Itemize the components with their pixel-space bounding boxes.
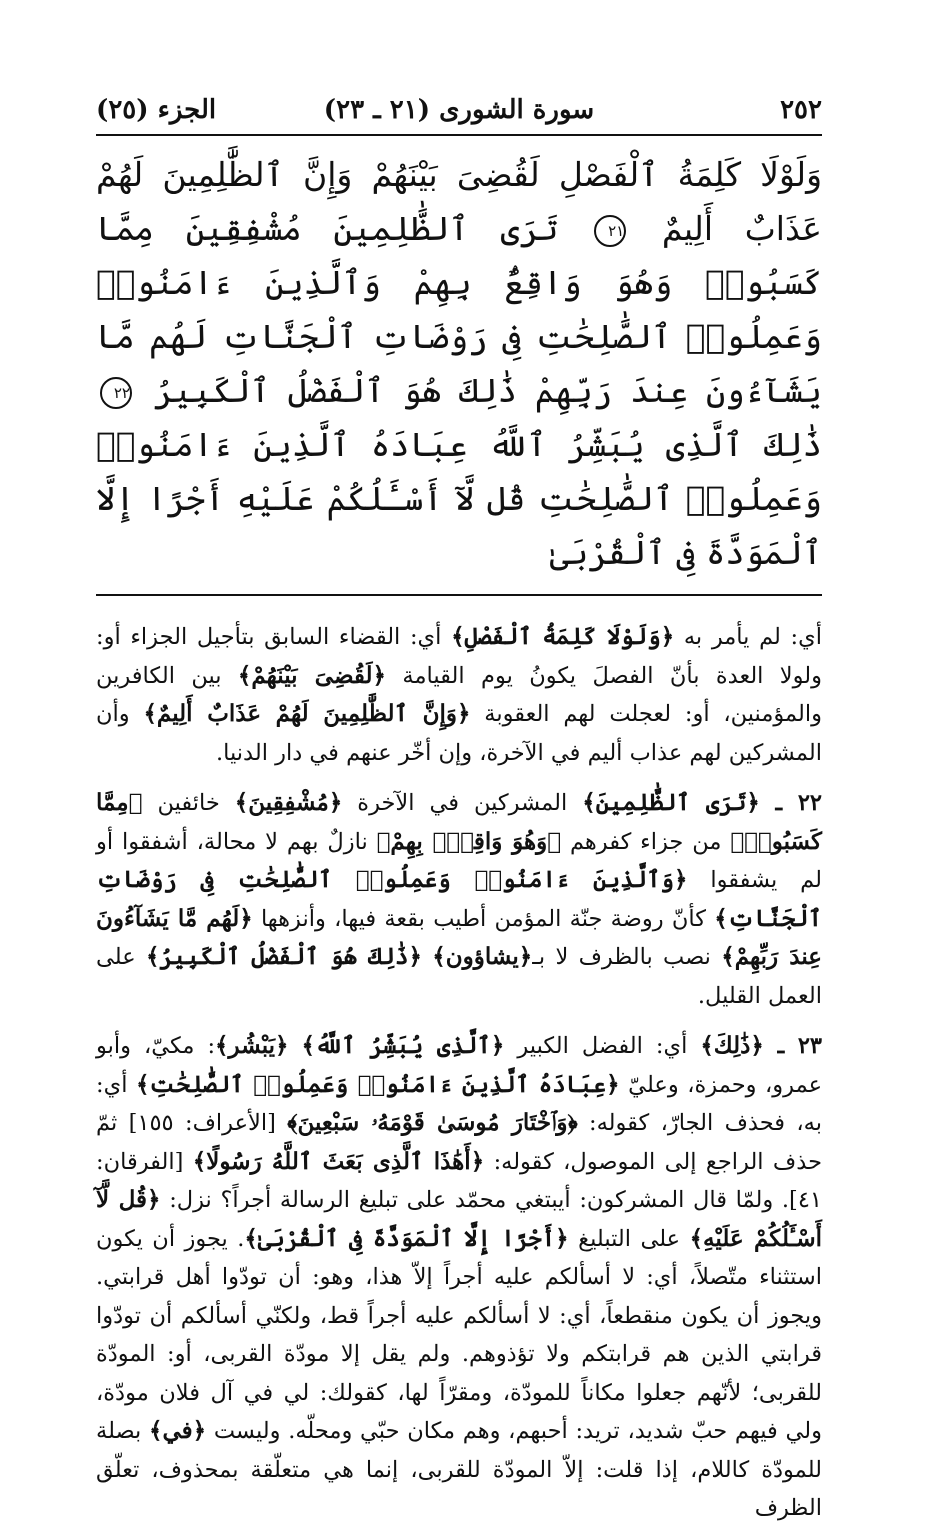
commentary-text: [289, 1033, 302, 1059]
commentary-text: على العمل القليل.: [96, 944, 822, 1009]
verse-number-marker: ٢١: [594, 215, 626, 247]
surah-title: سورة الشورى (٢١ ـ ٢٣): [323, 95, 595, 125]
tafsir-paragraph: [96, 618, 822, 772]
tafsir-commentary: [96, 618, 822, 1528]
quran-quote: ﴿عِبَادَهُ ٱلَّذِينَ ءَامَنُوا۟ وَعَمِلُوا۟ ٱلصَّٰلِحَٰتِ﴾: [136, 1070, 620, 1098]
quran-quote: ﴿أَجْرًا إِلَّا ٱلْمَوَدَّةَ فِى ٱلْقُرْبَىٰ﴾: [244, 1224, 569, 1252]
commentary-text: . يجوز أن يكون استثناء متّصلاً، أي: لا أسألكم عليه أجراً إلاّ هذا، وهو: أن تودّوا أهل قرابتي. ويجوز أن يكون منقطعاً، أي: لا أسألكم عليه أجراً قط، ولكنّي أسألكم أن تودّوا قرابتي الذين هم قرابتكم ولا تؤذوهم. ولم يقل إلا مودّة القربى، أو: المودّة للقربى؛ لأنّهم جعلوا مكاناً للمودّة، ومقرّاً لها، كقولك: لي في آل فلان مودّة، ولي فيهم حبّ شديد، تريد: أحبهم، وهم مكان حبّي ومحلّه. وليست: [96, 1225, 822, 1444]
page-header: [96, 92, 822, 134]
commentary-text: من جزاء كفرهم: [561, 828, 731, 855]
quran-quote: ﴿قُل لَّآ أَسْـَٔلُكُمْ عَلَيْهِ﴾: [96, 1186, 822, 1252]
quran-quote: ﴿وَلَوْلَا كَلِمَةُ ٱلْفَصْلِ﴾: [451, 623, 675, 650]
quran-quote: ﴿في﴾: [149, 1417, 207, 1444]
commentary-text: [الفرقان: ٤١]. ولمّا قال المشركون: أيبتغي محمّد على تبليغ الرسالة أجراً؟ نزل:: [96, 1148, 822, 1213]
quran-quote: ﴿ذَٰلِكَ هُوَ ٱلْفَضْلُ ٱلْكَبِيرُ﴾: [145, 943, 422, 970]
header-rule: [96, 134, 822, 136]
verse-text: وَلَوْلَا كَلِمَةُ ٱلْفَصْلِ لَقُضِىَ بَيْنَهُمْ وَإِنَّ ٱلظَّٰلِمِينَ لَهُمْ عَذَابٌ أَلِيمٌ: [96, 155, 822, 248]
quran-quote: ﴿ٱلَّذِى يُبَشِّرُ ٱللَّهُ﴾: [301, 1032, 505, 1059]
juz-label: الجزء (٢٥): [96, 95, 217, 125]
verse-section-number: ٢٣ ـ: [763, 1033, 822, 1059]
verse-divider: [96, 594, 822, 596]
quran-quote: ﴿يَبْشُر﴾: [215, 1032, 289, 1059]
tafsir-paragraph: [96, 784, 822, 1015]
quran-quote: ﴿يشاؤون﴾: [432, 943, 533, 970]
quran-quote: ﴿ذَٰلِكَ﴾: [700, 1032, 764, 1059]
quran-quote: ﴿وَٱخْتَارَ مُوسَىٰ قَوْمَهُۥ سَبْعِينَ﴾: [287, 1109, 578, 1136]
commentary-text: المشركين في الآخرة: [342, 790, 583, 816]
quran-quote: ﴿مِمَّا كَسَبُوا۟﴾: [96, 789, 823, 855]
page-number: ٢٥٢: [780, 95, 822, 125]
tafsir-paragraph: [96, 1027, 822, 1528]
commentary-text: بين الكافرين والمؤمنين، أو: لعجلت لهم العقوبة: [96, 662, 822, 727]
commentary-text: أي: لم يأمر به: [674, 624, 822, 650]
quran-verse-block: [96, 148, 822, 580]
quran-quote: ﴿تَرَى ٱلظَّٰلِمِينَ﴾: [582, 789, 760, 816]
commentary-text: أي: به، فحذف الجارّ، كقوله:: [96, 1071, 822, 1136]
commentary-text: أي: الفضل الكبير: [504, 1033, 701, 1059]
verse-section-number: ٢٢ ـ: [759, 790, 822, 816]
commentary-text: : مكيّ، وأبو عمرو، وحمزة، وعليّ: [96, 1033, 822, 1098]
verse-text: تَرَى ٱلظَّٰلِمِينَ مُشْفِقِينَ مِمَّا كَسَبُوا۟ وَهُوَ وَاقِعٌۢ بِهِمْ وَٱلَّذِينَ ءَامَنُوا۟ وَعَمِلُوا۟ ٱلصَّٰلِحَٰتِ فِى رَوْضَاتِ ٱلْجَنَّاتِ لَهُم مَّا يَشَآءُونَ عِندَ رَبِّهِمْ ذَٰلِكَ هُوَ ٱلْفَضْلُ ٱلْكَبِيرُ: [96, 209, 822, 410]
commentary-text: بصلة للمودّة كاللام، إذا قلت: إلاّ المودّة للقربى، إنما هي متعلّقة بمحذوف، تعلّق الظرف: [96, 1418, 822, 1521]
quran-quote: ﴿لَقُضِىَ بَيْنَهُمْ﴾: [237, 661, 387, 689]
quran-quote: ﴿وَإِنَّ ٱلظَّٰلِمِينَ لَهُمْ عَذَابٌ أَلِيمٌ﴾: [143, 700, 471, 727]
commentary-text: نازلٌ بهم لا محالة، أشفقوا أو لم يشفقوا: [96, 828, 822, 893]
commentary-text: أي: القضاء السابق بتأجيل الجزاء أو: ولولا العدة بأنّ الفصلَ يكونُ يوم القيامة: [96, 624, 822, 689]
commentary-text: كأنّ روضة جنّة المؤمن أطيب بقعة فيها، وأنزهها: [252, 905, 715, 932]
quran-quote: ﴿مُشْفِقِينَ﴾: [234, 789, 343, 816]
commentary-text: على التبليغ: [568, 1225, 690, 1252]
verse-number-marker: ٢٢: [100, 377, 132, 409]
commentary-text: [422, 944, 432, 970]
commentary-text: وأن المشركين لهم عذاب أليم في الآخرة، وإن أخّر عنهم في دار الدنيا.: [96, 701, 822, 766]
quran-quote: ﴿لَهُم مَّا يَشَآءُونَ عِندَ رَبِّهِمْ﴾: [96, 904, 823, 970]
quran-quote: ﴿وَٱلَّذِينَ ءَامَنُوا۟ وَعَمِلُوا۟ ٱلصَّٰلِحَٰتِ فِى رَوْضَاتِ ٱلْجَنَّاتِ﴾: [96, 866, 822, 932]
verse-text: ذَٰلِكَ ٱلَّذِى يُبَشِّرُ ٱللَّهُ عِبَادَهُ ٱلَّذِينَ ءَامَنُوا۟ وَعَمِلُوا۟ ٱلصَّٰلِحَٰتِ قُل لَّآ أَسْـَٔلُكُمْ عَلَيْهِ أَجْرًا إِلَّا ٱلْمَوَدَّةَ فِى ٱلْقُرْبَىٰ: [96, 425, 822, 572]
commentary-text: [الأعراف: ١٥٥] ثمّ حذف الراجع إلى الموصول، كقوله:: [96, 1110, 822, 1175]
commentary-text: نصب بالظرف لا بـ: [532, 944, 722, 970]
quran-quote: ﴿أَهَٰذَا ٱلَّذِى بَعَثَ ٱللَّهُ رَسُولًا﴾: [192, 1147, 485, 1175]
commentary-text: خائفين: [142, 790, 235, 816]
quran-quote: ﴿وَهُوَ وَاقِعٌۢ بِهِمْ﴾: [376, 827, 562, 855]
